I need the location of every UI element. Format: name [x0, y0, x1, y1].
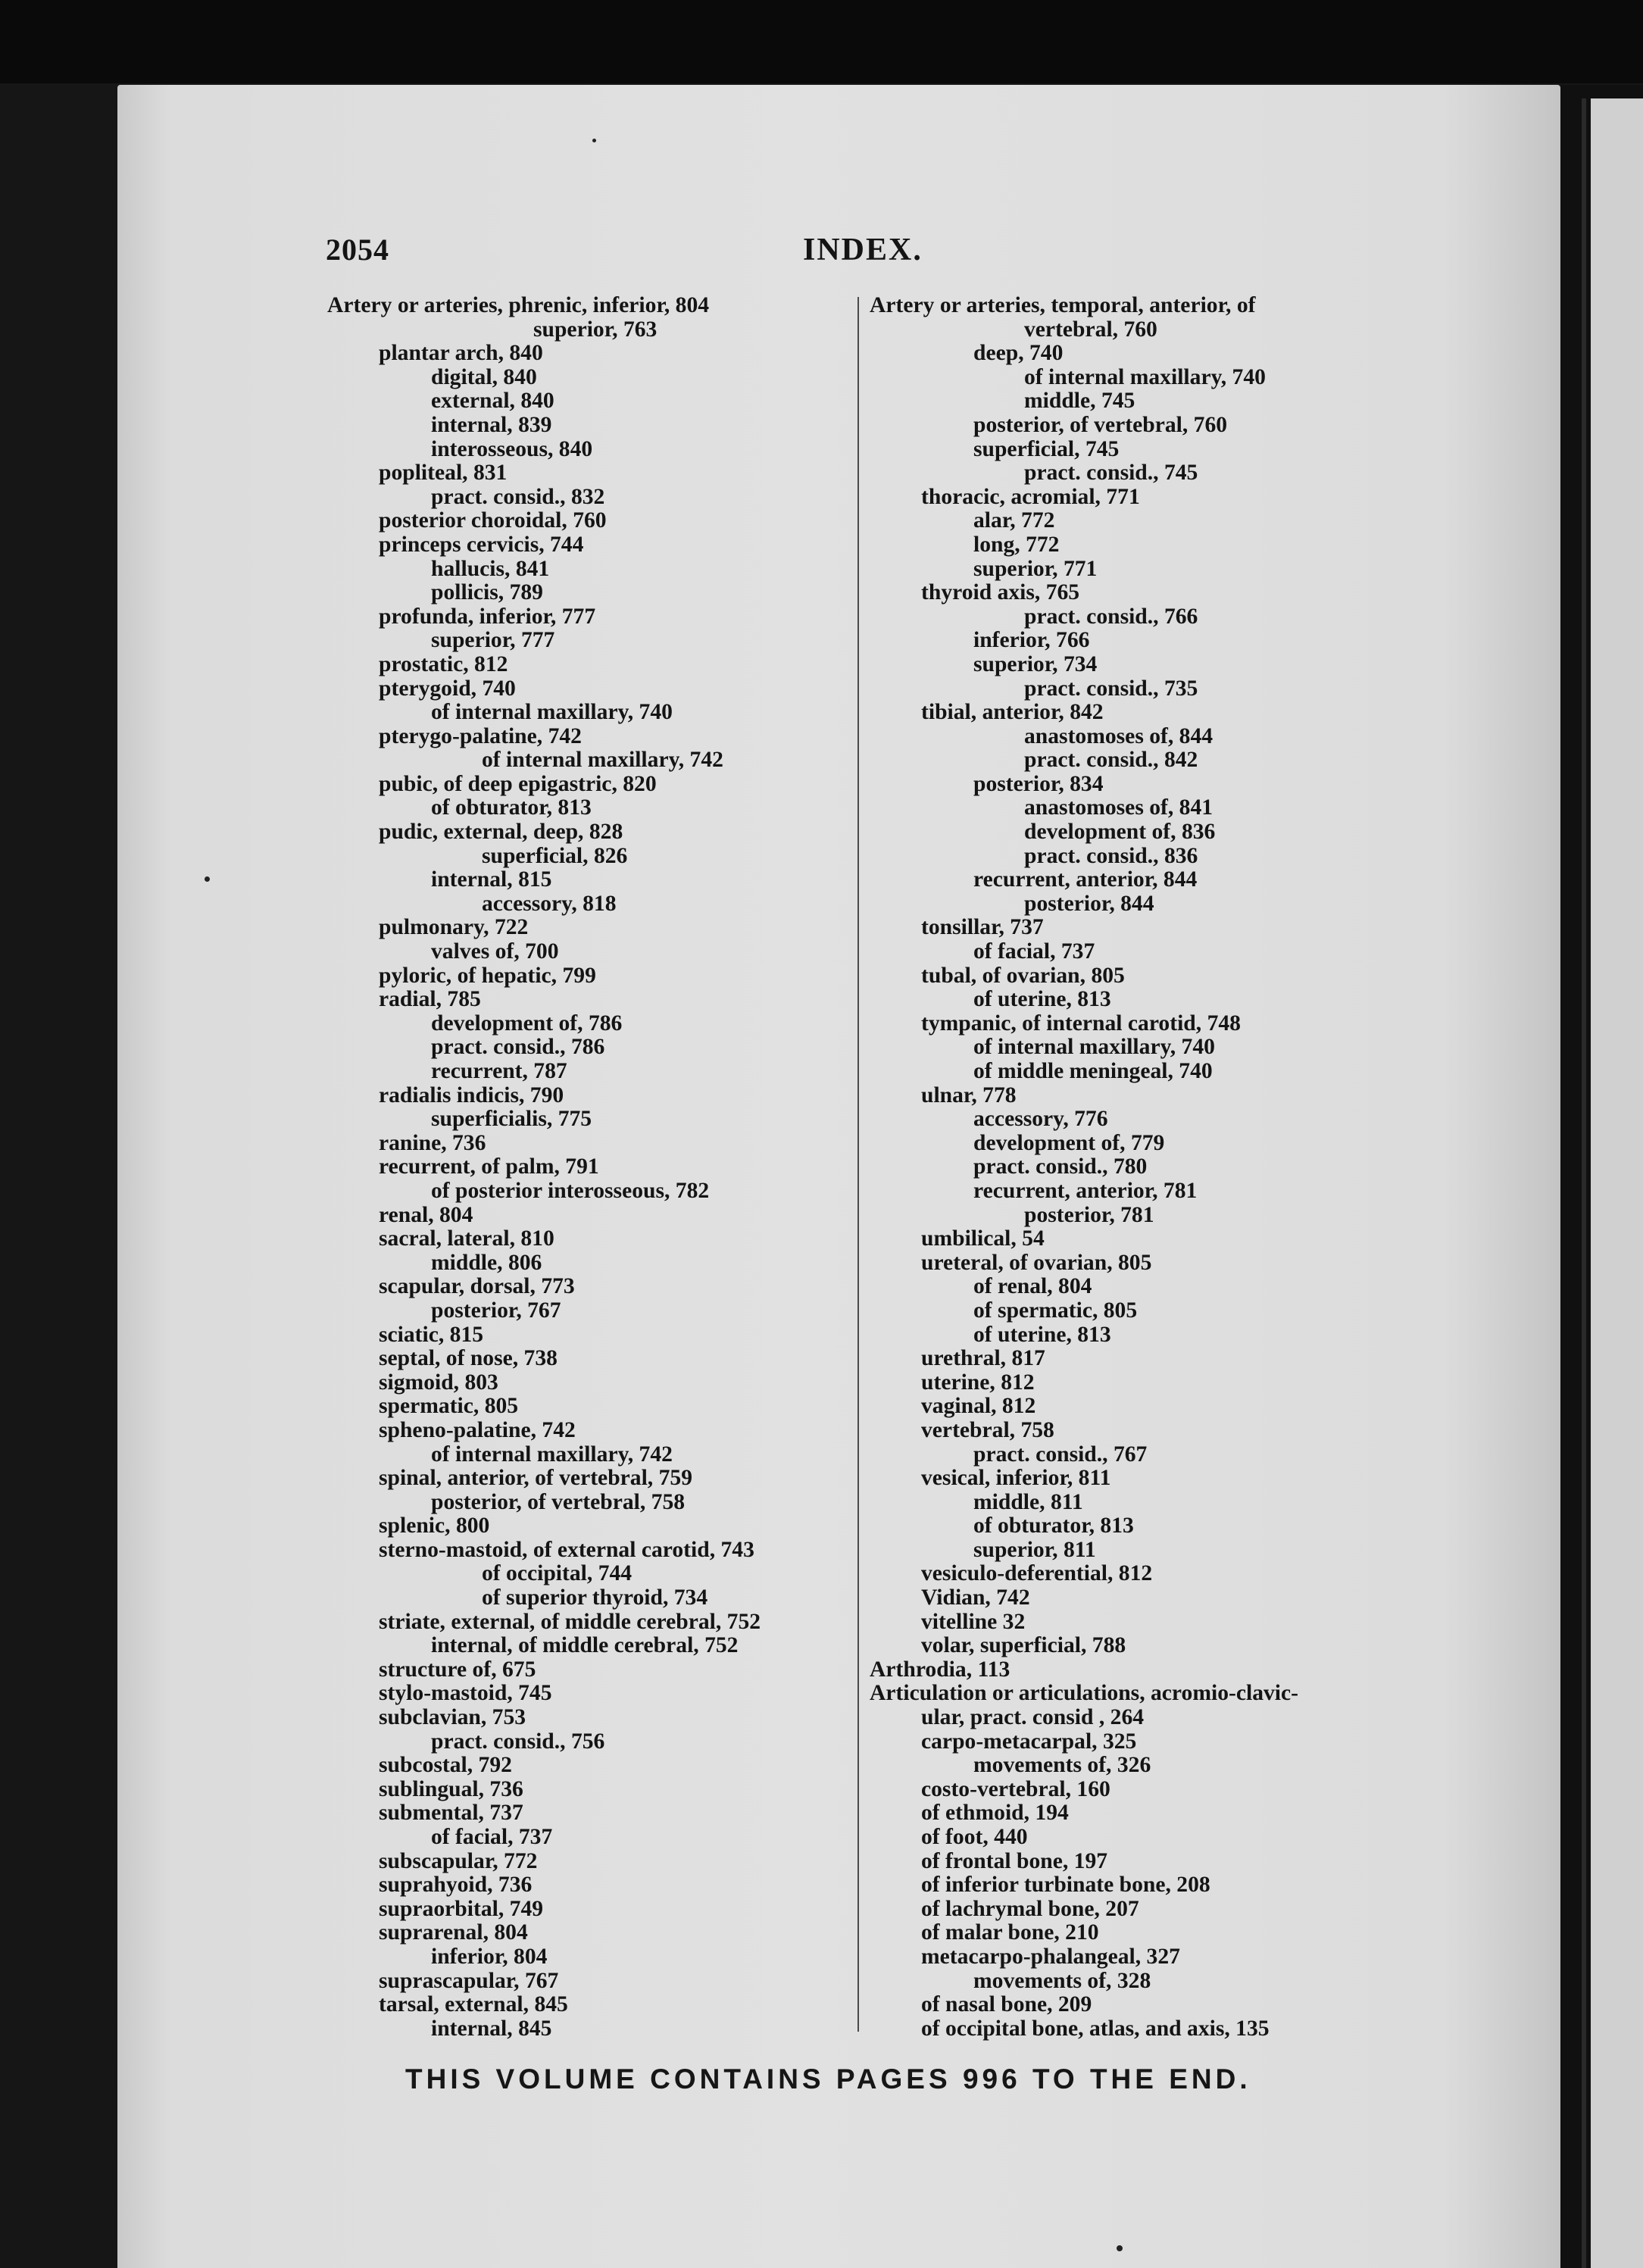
scan-speck	[592, 139, 596, 142]
index-entry: posterior, 767	[431, 1298, 561, 1323]
index-entry: suprascapular, 767	[379, 1968, 559, 1993]
index-entry: development of, 786	[431, 1011, 623, 1036]
index-entry: metacarpo-phalangeal, 327	[921, 1944, 1180, 1969]
index-column-right	[870, 294, 1400, 2041]
index-entry: internal, 815	[431, 867, 552, 892]
index-entry: Artery or arteries, temporal, anterior, of	[870, 293, 1256, 317]
index-entry: recurrent, anterior, 844	[973, 867, 1198, 892]
index-entry: of renal, 804	[973, 1274, 1092, 1299]
index-entry: of occipital, 744	[482, 1561, 633, 1586]
index-entry: umbilical, 54	[921, 1226, 1045, 1251]
index-entry: of internal maxillary, 742	[431, 1442, 673, 1467]
index-entry: pterygo-palatine, 742	[379, 723, 582, 748]
index-entry: pudic, external, deep, 828	[379, 820, 623, 845]
index-entry: posterior, of vertebral, 758	[431, 1489, 686, 1514]
index-entry: vitelline 32	[921, 1609, 1026, 1634]
index-entry: of middle meningeal, 740	[973, 1059, 1213, 1083]
index-entry: tibial, anterior, 842	[921, 700, 1104, 725]
index-column-left	[327, 294, 857, 2041]
index-entry: long, 772	[973, 532, 1060, 557]
index-entry: spinal, anterior, of vertebral, 759	[379, 1466, 692, 1491]
index-entry: of uterine, 813	[973, 987, 1111, 1012]
index-entry: accessory, 776	[973, 1107, 1108, 1132]
index-entry: middle, 806	[431, 1250, 542, 1275]
index-entry: volar, superficial, 788	[921, 1633, 1126, 1658]
index-entry: digital, 840	[431, 364, 537, 389]
index-entry: pract. consid., 766	[1024, 604, 1198, 629]
index-entry: superficial, 745	[973, 436, 1120, 461]
index-entry: spheno-palatine, 742	[379, 1417, 576, 1442]
index-entry: Articulation or articulations, acromio-clavic-	[870, 1681, 1299, 1706]
index-entry: thyroid axis, 765	[921, 580, 1080, 605]
index-entry: of occipital bone, atlas, and axis, 135	[921, 2016, 1270, 2041]
index-entry: posterior, of vertebral, 760	[973, 412, 1228, 437]
index-entry: pyloric, of hepatic, 799	[379, 963, 596, 988]
index-entry: carpo-metacarpal, 325	[921, 1729, 1137, 1754]
index-entry: of frontal bone, 197	[921, 1848, 1108, 1873]
index-entry: pract. consid., 735	[1024, 676, 1198, 701]
index-entry: of malar bone, 210	[921, 1920, 1099, 1945]
index-entry: vesiculo-deferential, 812	[921, 1561, 1153, 1586]
running-head: INDEX.	[803, 233, 923, 267]
index-entry: movements of, 328	[973, 1968, 1151, 1993]
scan-speck	[1117, 2245, 1123, 2251]
index-entry: of foot, 440	[921, 1825, 1028, 1849]
index-entry: pract. consid., 842	[1024, 748, 1198, 773]
index-entry: interosseous, 840	[431, 436, 593, 461]
index-entry: subclavian, 753	[379, 1705, 526, 1730]
index-entry: anastomoses of, 841	[1024, 795, 1214, 820]
index-entry: pract. consid., 767	[973, 1442, 1148, 1467]
index-entry: sterno-mastoid, of external carotid, 743	[379, 1537, 754, 1562]
index-entry: of facial, 737	[973, 939, 1095, 964]
index-entry: submental, 737	[379, 1801, 523, 1826]
index-entry: of lachrymal bone, 207	[921, 1896, 1139, 1921]
index-entry: of uterine, 813	[973, 1322, 1111, 1347]
index-entry: spermatic, 805	[379, 1394, 519, 1419]
index-entry: movements of, 326	[973, 1753, 1151, 1778]
index-entry: external, 840	[431, 389, 554, 414]
index-entry: accessory, 818	[482, 891, 617, 916]
index-entry: radialis indicis, 790	[379, 1082, 564, 1107]
index-entry: pract. consid., 756	[431, 1729, 605, 1754]
index-entry: ulnar, 778	[921, 1082, 1017, 1107]
index-entry: subscapular, 772	[379, 1848, 538, 1873]
index-entry: posterior, 834	[973, 771, 1104, 796]
index-entry: plantar arch, 840	[379, 341, 543, 366]
index-entry: pterygoid, 740	[379, 676, 516, 701]
index-entry: of obturator, 813	[973, 1514, 1134, 1539]
volume-note: THIS VOLUME CONTAINS PAGES 996 TO THE END.	[405, 2063, 1251, 2095]
index-entry: profunda, inferior, 777	[379, 604, 596, 629]
index-entry: sacral, lateral, 810	[379, 1226, 554, 1251]
index-entry: uterine, 812	[921, 1370, 1035, 1395]
index-entry: anastomoses of, 844	[1024, 723, 1214, 748]
index-entry: pubic, of deep epigastric, 820	[379, 771, 657, 796]
index-entry: tarsal, external, 845	[379, 1992, 568, 2017]
index-entry: pract. consid., 745	[1024, 461, 1198, 486]
index-entry: hallucis, 841	[431, 556, 550, 581]
index-entry: superficial, 826	[482, 843, 628, 868]
index-entry: Artery or arteries, phrenic, inferior, 804	[327, 293, 710, 317]
index-entry: superior, 763	[533, 317, 658, 342]
index-entry: tubal, of ovarian, 805	[921, 963, 1125, 988]
index-entry: princeps cervicis, 744	[379, 532, 584, 557]
index-entry: superior, 771	[973, 556, 1098, 581]
index-entry: inferior, 804	[431, 1944, 548, 1969]
adjacent-page-edge	[1582, 98, 1586, 2268]
index-entry: suprarenal, 804	[379, 1920, 528, 1945]
index-entry: of facial, 737	[431, 1825, 553, 1849]
index-entry: splenic, 800	[379, 1514, 490, 1539]
index-entry: Arthrodia, 113	[870, 1657, 1010, 1682]
index-entry: tympanic, of internal carotid, 748	[921, 1011, 1241, 1036]
scan-speck	[205, 876, 210, 882]
index-entry: thoracic, acromial, 771	[921, 484, 1140, 509]
index-entry: superior, 734	[973, 651, 1098, 676]
index-entry: internal, of middle cerebral, 752	[431, 1633, 739, 1658]
index-entry: superior, 777	[431, 628, 555, 653]
index-entry: costo-vertebral, 160	[921, 1776, 1110, 1801]
index-entry: posterior, 844	[1024, 891, 1154, 916]
index-entry: striate, external, of middle cerebral, 752	[379, 1609, 761, 1634]
index-entry: septal, of nose, 738	[379, 1346, 558, 1371]
index-entry: suprahyoid, 736	[379, 1873, 533, 1898]
index-entry: deep, 740	[973, 341, 1064, 366]
index-entry: of internal maxillary, 742	[482, 748, 723, 773]
index-entry: internal, 839	[431, 412, 552, 437]
index-entry: ureteral, of ovarian, 805	[921, 1250, 1152, 1275]
index-entry: alar, 772	[973, 508, 1055, 533]
index-entry: of internal maxillary, 740	[973, 1035, 1215, 1060]
index-entry: scapular, dorsal, 773	[379, 1274, 575, 1299]
index-entry: popliteal, 831	[379, 461, 508, 486]
index-entry: sigmoid, 803	[379, 1370, 498, 1395]
index-entry: vaginal, 812	[921, 1394, 1036, 1419]
index-entry: pract. consid., 786	[431, 1035, 605, 1060]
adjacent-page	[1591, 98, 1643, 2268]
index-entry: internal, 845	[431, 2016, 552, 2041]
index-entry: development of, 779	[973, 1130, 1165, 1155]
index-entry: posterior choroidal, 760	[379, 508, 607, 533]
index-entry: supraorbital, 749	[379, 1896, 544, 1921]
index-entry: middle, 745	[1024, 389, 1135, 414]
index-entry: posterior, 781	[1024, 1202, 1154, 1227]
index-entry: renal, 804	[379, 1202, 473, 1227]
index-entry: vesical, inferior, 811	[921, 1466, 1111, 1491]
index-entry: of spermatic, 805	[973, 1298, 1138, 1323]
index-entry: of inferior turbinate bone, 208	[921, 1873, 1210, 1898]
index-entry: recurrent, 787	[431, 1059, 567, 1083]
index-entry: stylo-mastoid, 745	[379, 1681, 552, 1706]
index-entry: pract. consid., 780	[973, 1154, 1148, 1179]
index-entry: superficialis, 775	[431, 1107, 592, 1132]
index-entry: vertebral, 758	[921, 1417, 1054, 1442]
index-entry: pulmonary, 722	[379, 915, 529, 940]
index-entry: valves of, 700	[431, 939, 559, 964]
index-entry: recurrent, of palm, 791	[379, 1154, 599, 1179]
index-entry: urethral, 817	[921, 1346, 1045, 1371]
index-entry: sublingual, 736	[379, 1776, 523, 1801]
index-entry: superior, 811	[973, 1537, 1096, 1562]
index-entry: Vidian, 742	[921, 1585, 1030, 1610]
index-entry: vertebral, 760	[1024, 317, 1157, 342]
index-entry: of obturator, 813	[431, 795, 592, 820]
index-entry: ranine, 736	[379, 1130, 486, 1155]
index-entry: of superior thyroid, 734	[482, 1585, 708, 1610]
index-entry: middle, 811	[973, 1489, 1083, 1514]
index-entry: ular, pract. consid , 264	[921, 1705, 1145, 1730]
index-entry: pract. consid., 836	[1024, 843, 1198, 868]
index-entry: inferior, 766	[973, 628, 1090, 653]
index-entry: of internal maxillary, 740	[1024, 364, 1266, 389]
page-number: 2054	[326, 233, 389, 267]
index-entry: of internal maxillary, 740	[431, 700, 673, 725]
index-entry: pract. consid., 832	[431, 484, 605, 509]
index-entry: development of, 836	[1024, 820, 1216, 845]
index-entry: structure of, 675	[379, 1657, 536, 1682]
index-entry: pollicis, 789	[431, 580, 543, 605]
column-divider	[857, 297, 859, 2032]
index-entry: of nasal bone, 209	[921, 1992, 1092, 2017]
index-entry: of posterior interosseous, 782	[431, 1178, 710, 1203]
index-entry: sciatic, 815	[379, 1322, 484, 1347]
index-entry: of ethmoid, 194	[921, 1801, 1069, 1826]
index-entry: subcostal, 792	[379, 1753, 512, 1778]
index-entry: tonsillar, 737	[921, 915, 1044, 940]
index-entry: radial, 785	[379, 987, 481, 1012]
index-entry: recurrent, anterior, 781	[973, 1178, 1198, 1203]
index-entry: prostatic, 812	[379, 651, 508, 676]
